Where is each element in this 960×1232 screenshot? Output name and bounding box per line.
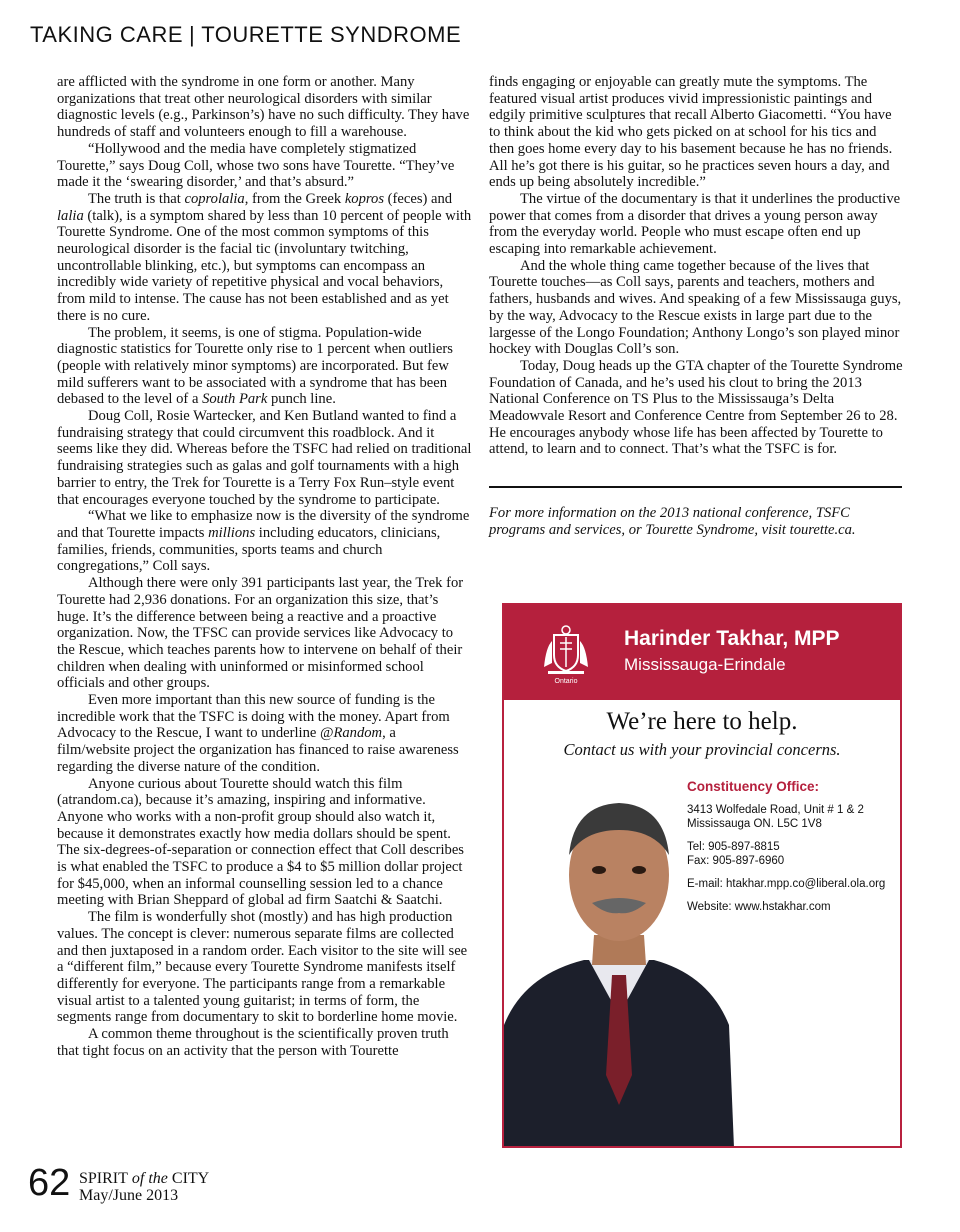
article-column-right <box>489 74 904 458</box>
article-paragraph: Although there were only 391 participants last year, the Trek for Tourette had 2,936 donations. For an organization this size, that’s huge. It’s the difference between being a reactive and a proactive organization. Now, the TFSC can provide services like Advocacy to the Rescue, which teaches parents how to intervene on behalf of their children when dealing with uninformed or misinformed school officials and other groups. <box>57 575 464 692</box>
article-paragraph: Today, Doug heads up the GTA chapter of the Tourette Syndrome Foundation of Canada, and he’s used his clout to bring the 2013 National Conference on TS Plus to the Mississauga’s Delta Meadowvale Resort and Conference Centre from September 26 to 28. He encourages anybody whose life has been affected by Tourette to attend, to learn and to connect. That’s what the TSFC is for. <box>489 357 903 458</box>
italic-term: coprolalia <box>184 190 245 207</box>
ad-banner <box>504 605 900 700</box>
office-phone: Tel: 905-897-8815 <box>687 841 780 853</box>
office-address-line: 3413 Wolfedale Road, Unit # 1 & 2 <box>687 804 864 816</box>
italic-term: South Park <box>202 391 268 408</box>
article-paragraph: Even more important than this new source of funding is the incredible work that the TSFC is doing with the money. Apart from Advocacy to the Rescue, I want to underline @Random, a film/website project the organization has financed to raise awareness regarding the diverse nature of the condition. <box>57 692 459 775</box>
header-separator: | <box>189 22 196 47</box>
more-info-note: For more information on the 2013 national conference, TSFC programs and services, or Tourette Syndrome, visit tourette.ca. <box>489 505 856 538</box>
article-paragraph: And the whole thing came together because of the lives that Tourette touches—as Coll says, parents and teachers, mothers and fathers, husbands and wives. And speaking of a few Mississauga guys, by the way, Advocacy to the Rescue exists in large part due to the largesse of the Longo Foundation; Anthony Longo’s son played minor hockey with Douglas Coll’s son. <box>489 257 902 358</box>
article-paragraph: are afflicted with the syndrome in one form or another. Many organizations that treat other neurological disorders with similar diagnostic levels (e.g., Parkinson’s) have no such difficulty. They have hundreds of staff and volunteers enough to fill a warehouse. <box>57 74 470 141</box>
section-header <box>30 22 461 48</box>
article-column-left <box>57 74 472 1059</box>
ad-riding: Mississauga-Erindale <box>624 655 786 674</box>
ad-member-name: Harinder Takhar, MPP <box>624 627 840 650</box>
article-paragraph: A common theme throughout is the scientifically proven truth that tight focus on an activity that the person with Tourette <box>57 1026 449 1059</box>
ontario-crest-icon <box>540 623 592 685</box>
office-title: Constituency Office: <box>687 779 820 794</box>
article-paragraph: The virtue of the documentary is that it underlines the productive power that comes from a disorder that drives a young person away from the everyday world. People who must escape often end up escaping into remarkable achievement. <box>489 190 901 258</box>
article-paragraph: The film is wonderfully shot (mostly) and has high production values. The concept is clever: numerous separate films are collected and then juxtaposed in a random order. Each visitor to the site will see a “different film,” because every Tourette Syndrome manifests itself differently for everyone. The participants range from a remarkable visual artist to a talented young guitarist; in terms of form, the segments range from documentary to skit to borderline home movie. <box>57 909 468 1026</box>
article-paragraph: Doug Coll, Rosie Wartecker, and Ken Butland wanted to find a fundraising strategy that could circumvent this roadblock. And it seems like they did. Whereas before the TSFC had relied on traditional fundraising strategies such as galas and golf tournaments with a high barrier to entry, the Trek for Tourette is a Terry Fox Run–style event that encourages everyone touched by the syndrome to participate. <box>57 408 472 508</box>
italic-term: @Random <box>320 725 383 742</box>
article-paragraph: finds engaging or enjoyable can greatly mute the symptoms. The featured visual artist produces vivid impressionistic paintings and edgily primitive sculptures that recall Alberto Giacometti. “You have to think about the kid who gets picked on at school for his tics and then goes home every day to his basement because he has no friends. All he’s got there is his guitar, so he practices seven hours a day, and ends up being absolutely incredible.” <box>489 74 893 191</box>
section-divider <box>489 486 902 488</box>
section-topic: TOURETTE SYNDROME <box>201 22 462 47</box>
magazine-credit <box>79 1170 209 1204</box>
italic-term: millions <box>208 524 256 541</box>
crest-label: Ontario <box>554 678 578 685</box>
office-email: E-mail: htakhar.mpp.co@liberal.ola.org <box>687 878 886 890</box>
ad-subheadline: Contact us with your provincial concerns. <box>563 740 841 759</box>
italic-term: kopros <box>344 190 385 207</box>
ad-headline: We’re here to help. <box>606 708 798 735</box>
magazine-title: SPIRIT of the CITY <box>79 1170 210 1187</box>
article-paragraph: Anyone curious about Tourette should watch this film (atrandom.ca), because it’s amazing, inspiring and informative. Anyone who works with a non-profit group should also watch it, because it demonstrates exactly how media dollars should be spent. The six-degrees-of-separation or connection effect that Coll describes is what enabled the TSFC to produce a $4 to $5 million dollar project for $45,000, when an informal counselling session led to a chance meeting with Brian Sheppard of global ad firm Saatchi & Saatchi. <box>57 775 464 909</box>
office-fax: Fax: 905-897-6960 <box>687 855 785 867</box>
office-website: Website: www.hstakhar.com <box>687 901 831 913</box>
advertisement <box>502 603 902 1148</box>
article-paragraph: “What we like to emphasize now is the diversity of the syndrome and that Tourette impacts millions including educators, clinicians, families, friends, communities, sports teams and church congregations,” Coll says. <box>57 508 470 575</box>
article-paragraph: “Hollywood and the media have completely stigmatized Tourette,” says Doug Coll, whose two sons have Tourette. “They’ve made it the ‘swearing disorder,’ and that’s absurd.” <box>57 140 455 191</box>
constituency-office <box>687 780 897 923</box>
issue-date: May/June 2013 <box>79 1187 179 1204</box>
italic-term: lalia <box>57 207 84 224</box>
office-address-line: Mississauga ON. L5C 1V8 <box>687 818 822 830</box>
page-number: 62 <box>28 1162 71 1204</box>
section-name: TAKING CARE <box>30 22 184 47</box>
article-paragraph: The truth is that coprolalia, from the Greek kopros (feces) and lalia (talk), is a symptom shared by less than 10 percent of people with Tourette Syndrome. One of the most common symptoms of this neurological disorder is the facial tic (involuntary twitching, uncontrollable blinking, etc.), but symptoms can encompass an incredibly wide variety of repetitive physical and vocal behaviors, from mild to intense. The cause has not been established and as yet there is no cure. <box>57 190 472 324</box>
article-paragraph: The problem, it seems, is one of stigma. Population-wide diagnostic statistics for Tourette only rise to 1 percent when outliers (people with relatively minor symptoms) are incorporated. But few mild sufferers want to be associated with a syndrome that has been debased to the level of a South Park punch line. <box>57 324 453 408</box>
